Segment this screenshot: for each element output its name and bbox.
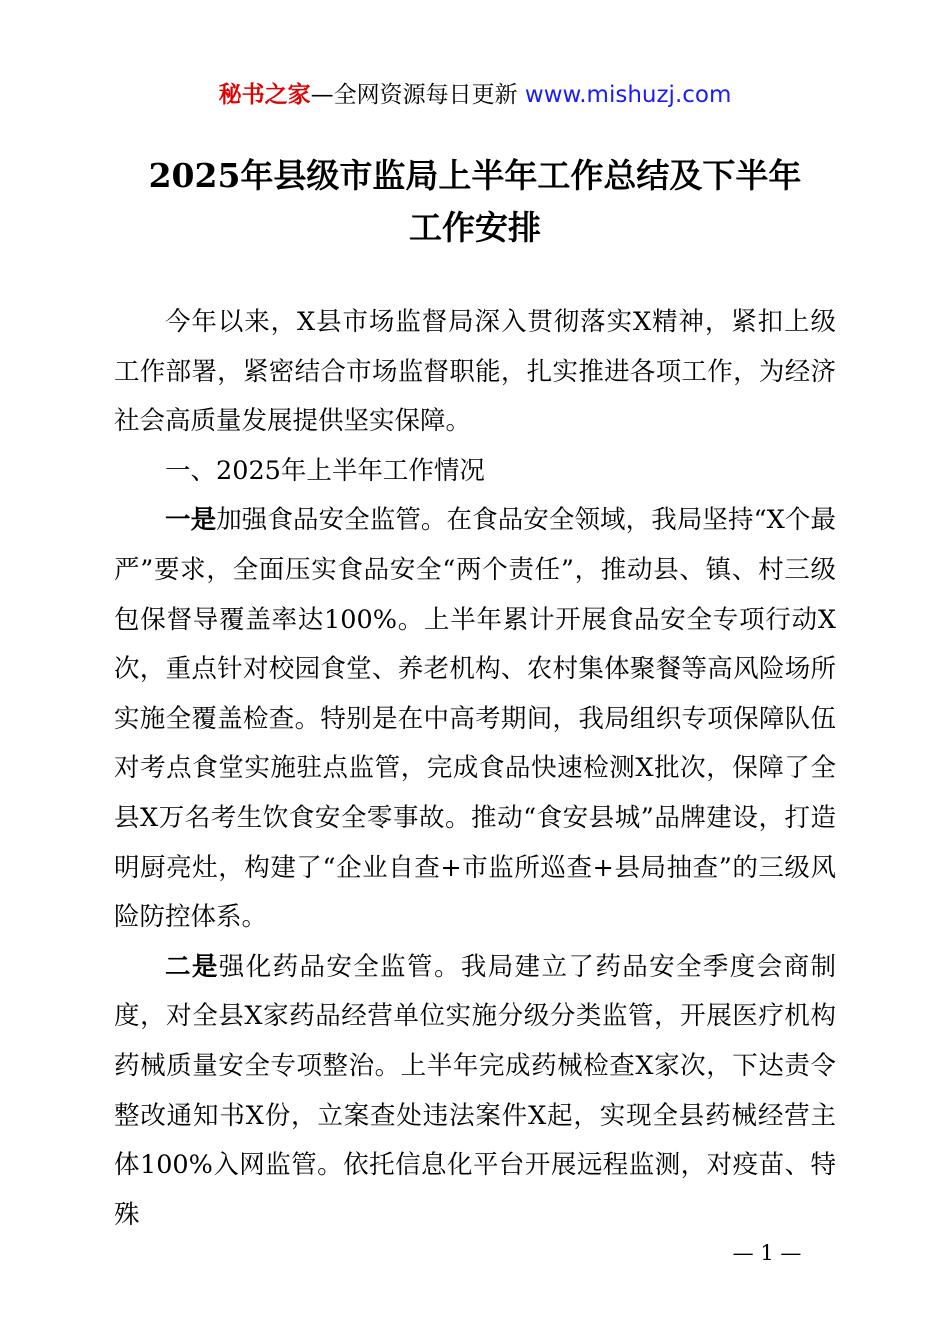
item-paragraph-drug-safety <box>114 943 836 1241</box>
site-brand: 秘书之家 <box>218 82 311 108</box>
item-text: 加强食品安全监管。在食品安全领域，我局坚持“X个最严”要求，全面压实食品安全“两个责任”，推动县、镇、村三级包保督导覆盖率达100%。上半年累计开展食品安全专项行动X次，重点针对校园食堂、养老机构、农村集体聚餐等高风险场所实施全覆盖检查。特别是在中高考期间，我局组织专项保障队伍对考点食堂实施驻点监管，完成食品快速检测X批次，保障了全县X万名考生饮食安全零事故。推动“食安县城”品牌建设，打造明厨亮灶，构建了“企业自查+市监所巡查+县局抽查”的三级风险防控体系。 <box>114 505 836 933</box>
item-lead: 二是 <box>165 951 219 982</box>
item-text: 强化药品安全监管。我局建立了药品安全季度会商制度，对全县X家药品经营单位实施分级分类监管，开展医疗机构药械质量安全专项整治。上半年完成药械检查X家次，下达责令整改通知书X份，立案查处违法案件X起，实现全县药械经营主体100%入网监管。依托信息化平台开展远程监测，对疫苗、特殊 <box>114 951 836 1230</box>
document-title-line2: 工作安排 <box>409 208 541 247</box>
site-header <box>0 78 950 112</box>
document-body <box>114 298 836 1240</box>
intro-paragraph: 今年以来，X县市场监督局深入贯彻落实X精神，紧扣上级工作部署，紧密结合市场监督职能，扎实推进各项工作，为经济社会高质量发展提供坚实保障。 <box>114 307 836 437</box>
section-heading: 一、2025年上半年工作情况 <box>165 455 485 486</box>
site-tagline: —全网资源每日更新 <box>310 82 525 108</box>
site-url[interactable]: www.mishuzj.com <box>524 82 732 108</box>
document-title <box>60 150 890 254</box>
page-number: — 1 — <box>732 1241 802 1265</box>
item-paragraph-food-safety <box>114 496 836 942</box>
item-lead: 一是 <box>165 505 217 536</box>
document-title-line1: 2025年县级市监局上半年工作总结及下半年 <box>148 156 802 195</box>
